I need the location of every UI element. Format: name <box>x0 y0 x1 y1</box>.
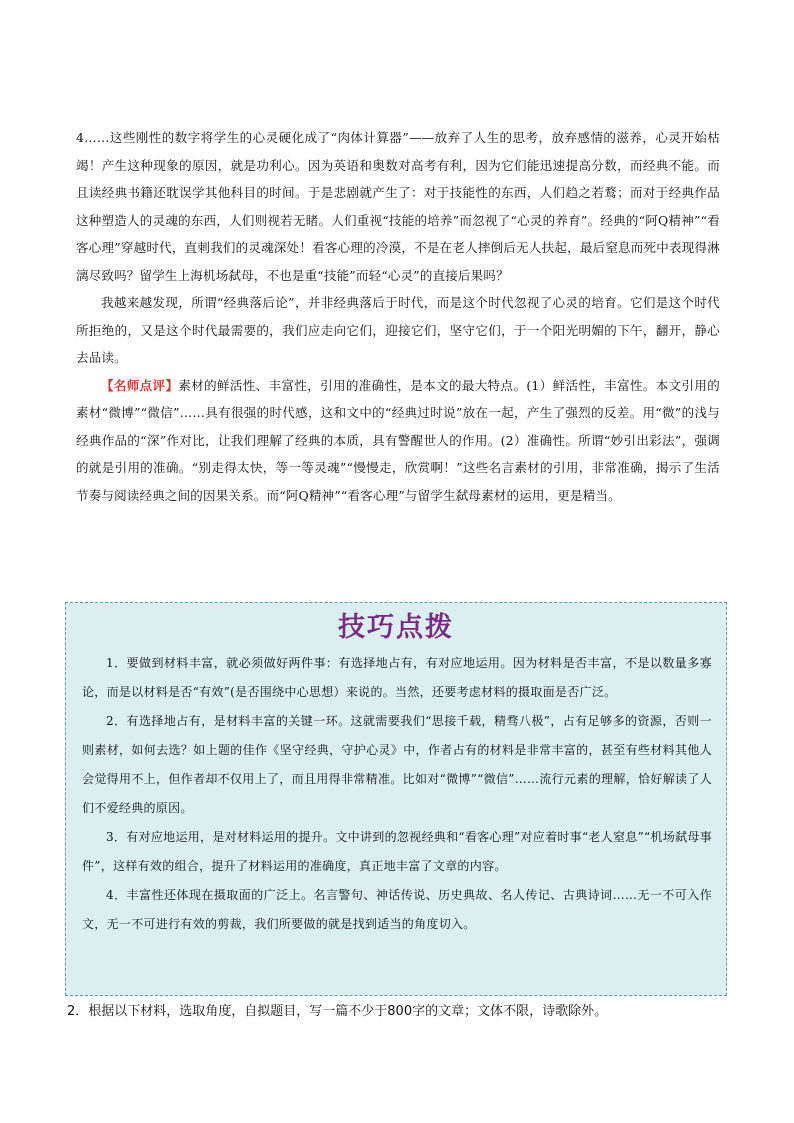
tips-title: 技巧点拨 <box>338 612 454 643</box>
tip-item-4: 4．丰富性还体现在摄取面的广泛上。名言警句、神话传说、历史典故、名人传记、古典诗词……无一不可入作文，无一不可进行有效的剪裁，我们所要做的就是找到适当的角度切入。 <box>82 888 712 931</box>
tip-item-2: 2．有选择地占有，是材料丰富的关键一环。这就需要我们“思接千载，精骛八极”，占有足够多的资源，否则一则素材，如何去选？如上题的佳作《坚守经典，守护心灵》中，作者占有的材料是非常丰富的，甚至有些材料其他人会觉得用不上，但作者却不仅用上了，而且用得非常精准。比如对“微博”“微信”……流行元素的理解，恰好解读了人们不爱经典的原因。 <box>82 714 712 815</box>
tips-box <box>65 602 727 996</box>
essay-excerpt <box>76 124 720 509</box>
tip-item-3: 3．有对应地运用，是对材料运用的提升。文中讲到的忽视经典和“看客心理”对应着时事“老人窒息”“机场弑母事件”，这样有效的组合，提升了材料运用的准确度，真正地丰富了文章的内容。 <box>82 830 712 873</box>
tip-item-1: 1．要做到材料丰富，就必须做好两件事：有选择地占有，有对应地运用。因为材料是否丰富，不是以数量多寡论，而是以材料是否“有效”(是否围绕中心思想）来说的。当然，还要考虑材料的摄取面是否广泛。 <box>82 656 712 699</box>
teacher-review <box>76 372 720 510</box>
review-tag: 【名师点评】 <box>101 377 179 393</box>
essay-paragraph-1: 4……这些刚性的数字将学生的心灵硬化成了“肉体计算器”——放弃了人生的思考，放弃感情的滋养，心灵开始枯竭！产生这种现象的原因，就是功利心。因为英语和奥数对高考有利，因为它们能迅速提高分数，而经典不能。而且读经典书籍还耽误学其他科目的时间。于是悲剧就产生了：对于技能性的东西，人们趋之若鹜；而对于经典作品这种塑造人的灵魂的东西，人们则视若无睹。人们重视“技能的培养”而忽视了“心灵的养育”。经典的“阿Q精神”“看客心理”穿越时代，直刺我们的灵魂深处！看客心理的冷漠，不是在老人摔倒后无人扶起，最后窒息而死中表现得淋漓尽致吗？留学生上海机场弑母，不也是重“技能”而轻“心灵”的直接后果吗？ <box>76 130 720 283</box>
review-text: 素材的鲜活性、丰富性，引用的准确性，是本文的最大特点。(1）鲜活性，丰富性。本文引用的素材“微博”“微信”……具有很强的时代感，这和文中的“经典过时说”放在一起，产生了强烈的反差。用“微”的浅与经典作品的“深”作对比，让我们理解了经典的本质，具有警醒世人的作用。(2）准确性。所谓“妙引出彩法”，强调的就是引用的准确。“别走得太快，等一等灵魂”“慢慢走，欣赏啊！”这些名言素材的引用，非常准确，揭示了生活节奏与阅读经典之间的因果关系。而“阿Q精神”“看客心理”与留学生弑母素材的运用，更是精当。 <box>76 377 721 503</box>
writing-question: 2．根据以下材料，选取角度，自拟题目，写一篇不少于800字的文章；文体不限，诗歌除外。 <box>67 1004 608 1019</box>
essay-paragraph-2: 我越来越发现，所谓“经典落后论”，并非经典落后于时代，而是这个时代忽视了心灵的培育。它们是这个时代所拒绝的，又是这个时代最需要的，我们应走向它们，迎接它们，坚守它们，于一个阳光明媚的下午，翻开，静心去品读。 <box>76 295 720 365</box>
tips-list <box>66 649 726 939</box>
